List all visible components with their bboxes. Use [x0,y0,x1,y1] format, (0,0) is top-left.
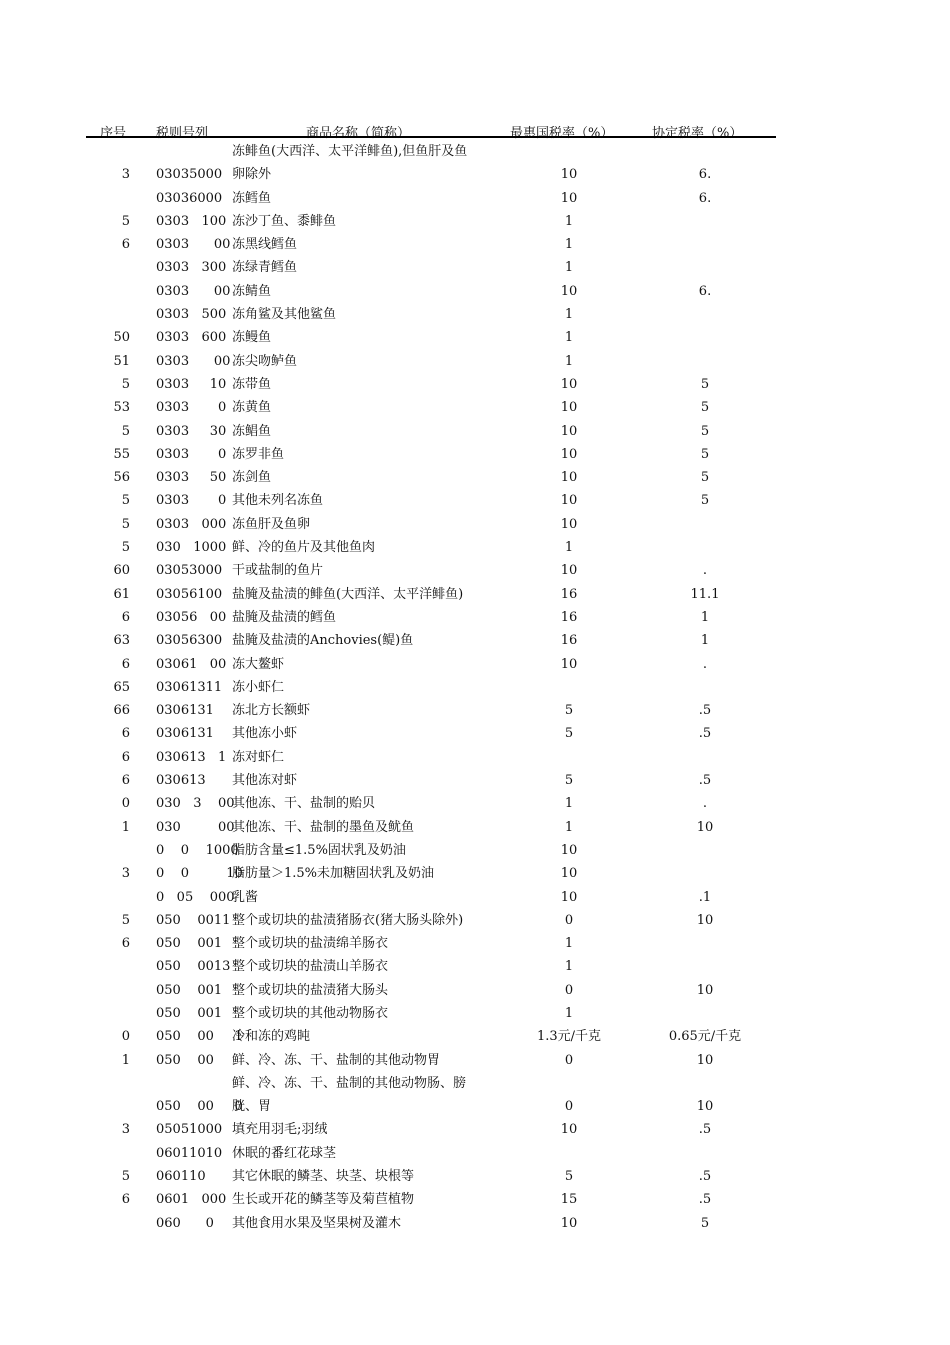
row-tariff-code: 06011010 [156,1145,223,1161]
row-mfn-rate: 10 [560,516,578,532]
row-product-name: 冻鱼肝及鱼卵 [232,516,311,532]
header-mfn-rate: 最惠国税率（%） [510,126,614,141]
row-agreed-rate: 5 [700,400,710,416]
row-mfn-rate: 10 [560,283,578,299]
row-mfn-rate: 1 [564,330,574,346]
row-agreed-rate: 5 [700,493,710,509]
row-agreed-rate: .5 [698,1192,712,1208]
row-mfn-rate: 1 [564,936,574,952]
row-seq: 6 [121,656,130,672]
row-agreed-rate: .5 [698,726,712,742]
row-mfn-rate: 1 [564,540,574,556]
row-mfn-rate: 10 [560,563,578,579]
table-row [0,1049,950,1072]
table-row [0,909,950,932]
row-mfn-rate: 10 [560,1215,578,1231]
row-agreed-rate: .5 [698,773,712,789]
row-product-name: 冻尖吻鲈鱼 [232,353,298,369]
table-row [0,466,950,489]
row-seq: 1 [121,819,130,835]
row-tariff-code: 0303 600 [156,330,227,346]
row-mfn-rate: 10 [560,400,578,416]
table-row [0,1025,950,1048]
row-mfn-rate: 1 [564,796,574,812]
row-agreed-rate: . [702,656,708,672]
table-row [0,1188,950,1211]
table-row [0,443,950,466]
table-row [0,955,950,978]
row-product-name: 乳酱 [232,889,259,905]
row-product-name: 盐腌及盐渍的Anchovies(鳀)鱼 [232,633,414,649]
row-seq: 5 [121,493,130,509]
row-product-name-line1: 冻鲱鱼(大西洋、太平洋鲱鱼),但鱼肝及鱼 [232,144,468,159]
row-agreed-rate: 6. [698,190,712,206]
row-mfn-rate: 16 [560,586,578,602]
row-tariff-code: 03061311 [156,679,223,695]
table-row [0,1072,950,1119]
table-row [0,396,950,419]
row-seq: 56 [113,470,130,486]
row-tariff-code: 03035000 [156,167,223,182]
row-tariff-code: 03053000 [156,563,223,579]
row-mfn-rate: 10 [560,190,578,206]
row-agreed-rate: 5 [700,423,710,439]
row-product-name: 冻剑鱼 [232,470,272,486]
table-row [0,676,950,699]
header-name: 商品名称（简称） [306,126,411,141]
row-agreed-rate: .1 [698,889,712,905]
row-tariff-code: 060 0 [156,1215,214,1231]
row-product-name: 其他冻、干、盐制的贻贝 [232,796,376,812]
table-row [0,1118,950,1141]
row-seq: 0 [121,796,130,812]
row-product-name: 整个或切块的盐渍猪肠衣(猪大肠头除外) [232,912,464,928]
table-row [0,932,950,955]
row-seq: 3 [121,167,130,182]
row-tariff-code: 0 0 10 [156,866,243,882]
row-agreed-rate: 6. [698,283,712,299]
row-tariff-code: 050 0013 [156,959,231,975]
row-agreed-rate: 11.1 [690,586,720,602]
row-tariff-code: 0303 100 [156,213,227,229]
row-agreed-rate: 10 [696,982,714,998]
header-seq: 序号 [100,126,127,141]
table-row [0,373,950,396]
row-product-name: 盐腌及盐渍的鳕鱼 [232,609,337,625]
row-tariff-code: 05051000 [156,1122,223,1138]
row-seq: 5 [121,1169,130,1185]
table-row [0,699,950,722]
row-mfn-rate: 0 [564,1052,574,1068]
row-product-name: 冻北方长额虾 [232,703,311,719]
row-product-name: 冻小虾仁 [232,679,285,695]
row-seq: 3 [121,866,130,882]
row-seq: 61 [113,586,130,602]
table-row [0,816,950,839]
row-tariff-code: 050 001 [156,982,223,998]
row-tariff-code: 0303 300 [156,260,227,276]
row-product-name: 冻鳗鱼 [232,330,272,346]
row-tariff-code: 030613 [156,773,206,789]
table-row [0,187,950,210]
row-agreed-rate: 6. [698,167,712,182]
row-mfn-rate: 10 [560,167,578,182]
row-tariff-code: 050 00 0 [156,1098,243,1114]
row-tariff-code: 0303 500 [156,307,227,323]
row-tariff-code: 0 0 1000 [156,842,239,858]
row-seq: 50 [113,330,130,346]
table-row [0,1212,950,1235]
row-product-name: 冻鲭鱼 [232,283,272,299]
row-seq: 6 [121,237,130,253]
table-row [0,256,950,279]
row-product-name: 休眠的番红花球茎 [232,1145,337,1161]
row-agreed-rate: .5 [698,1169,712,1185]
row-tariff-code: 050 00 1 [156,1029,243,1045]
row-tariff-code: 050 001 [156,1005,223,1021]
row-tariff-code: 0303 10 [156,376,227,392]
row-tariff-code: 050 0011 [156,912,231,928]
row-agreed-rate: 0.65元/千克 [668,1029,742,1045]
row-product-name: 整个或切块的盐渍猪大肠头 [232,982,389,998]
row-seq: 5 [121,540,130,556]
table-row [0,862,950,885]
header-code: 税则号列 [156,126,209,141]
table-row [0,513,950,536]
row-tariff-code: 03056 00 [156,609,227,625]
row-tariff-code: 03056300 [156,633,223,649]
row-mfn-rate: 1 [564,819,574,835]
row-mfn-rate: 5 [564,703,574,719]
table-row [0,536,950,559]
table-row [0,233,950,256]
row-mfn-rate: 1 [564,959,574,975]
row-seq: 5 [121,423,130,439]
row-mfn-rate: 10 [560,446,578,462]
table-row [0,420,950,443]
row-seq: 0 [121,1029,130,1045]
row-agreed-rate: 1 [700,633,710,649]
row-product-name: 其它休眠的鳞茎、块茎、块根等 [232,1169,415,1185]
row-agreed-rate: . [702,563,708,579]
table-row [0,210,950,233]
row-product-name: 整个或切块的盐渍山羊肠衣 [232,959,389,975]
row-agreed-rate: 5 [700,1215,710,1231]
row-tariff-code: 030613 1 [156,749,227,765]
row-tariff-code: 0303 50 [156,470,227,486]
row-product-name: 整个或切块的其他动物肠衣 [232,1005,389,1021]
row-tariff-code: 0306131 [156,703,214,719]
row-tariff-code: 050 001 [156,936,223,952]
row-tariff-code: 0303 0 [156,493,227,509]
row-mfn-rate: 1 [564,213,574,229]
row-mfn-rate: 1 [564,237,574,253]
table-row [0,839,950,862]
row-seq: 66 [113,703,130,719]
row-seq: 6 [121,609,130,625]
row-product-name: 冻对虾仁 [232,749,285,765]
row-product-name: 干或盐制的鱼片 [232,563,324,579]
table-row [0,653,950,676]
row-tariff-code: 030 00 [156,819,235,835]
row-agreed-rate: 5 [700,446,710,462]
row-tariff-code: 030 1000 [156,540,227,556]
table-row [0,303,950,326]
table-row [0,746,950,769]
row-agreed-rate: 10 [696,819,714,835]
row-product-name: 脂肪含量≤1.5%固状乳及奶油 [232,842,406,858]
table-row [0,979,950,1002]
row-agreed-rate: 10 [696,1098,714,1114]
row-product-name: 冻罗非鱼 [232,446,285,462]
row-seq: 1 [121,1052,130,1068]
row-product-name: 其他冻小虾 [232,726,298,742]
row-product-name: 其他冻对虾 [232,773,298,789]
row-product-name: 冻沙丁鱼、黍鲱鱼 [232,213,337,229]
row-mfn-rate: 0 [564,1098,574,1114]
row-tariff-code: 0303 30 [156,423,227,439]
row-product-name: 冻带鱼 [232,376,272,392]
header-rule [86,136,776,138]
row-product-name: 盐腌及盐渍的鲱鱼(大西洋、太平洋鲱鱼) [232,586,464,602]
table-row [0,722,950,745]
row-seq: 5 [121,912,130,928]
table-row [0,489,950,512]
row-seq: 55 [113,446,130,462]
row-tariff-code: 03056100 [156,586,223,602]
row-mfn-rate: 0 [564,912,574,928]
table-row [0,629,950,652]
row-product-name: 填充用羽毛;羽绒 [232,1122,328,1138]
row-seq: 5 [121,213,130,229]
row-agreed-rate: 10 [696,912,714,928]
table-row [0,559,950,582]
row-product-name-line2: 卵除外 [232,167,272,182]
row-product-name [232,1075,466,1116]
table-row [0,886,950,909]
row-mfn-rate: 10 [560,493,578,509]
row-product-name: 鲜、冷的鱼片及其他鱼肉 [232,540,376,556]
row-tariff-code: 03061 00 [156,656,227,672]
row-product-name: 生长或开花的鳞茎等及菊苣植物 [232,1192,415,1208]
row-product-name: 整个或切块的盐渍绵羊肠衣 [232,936,389,952]
row-mfn-rate: 16 [560,633,578,649]
row-tariff-code: 0303 000 [156,516,227,532]
row-tariff-code: 03036000 [156,190,223,206]
row-seq: 53 [113,400,130,416]
row-mfn-rate: 10 [560,423,578,439]
row-mfn-rate: 5 [564,726,574,742]
row-mfn-rate: 1 [564,353,574,369]
row-product-name: 冻鳕鱼 [232,190,272,206]
header-agreed-rate: 协定税率（%） [652,126,743,141]
row-tariff-code: 0306131 [156,726,214,742]
row-product-name: 其他食用水果及坚果树及灌木 [232,1215,402,1231]
table-row [0,326,950,349]
row-mfn-rate: 10 [560,656,578,672]
row-agreed-rate: .5 [698,703,712,719]
row-seq: 60 [113,563,130,579]
row-mfn-rate: 10 [560,376,578,392]
row-tariff-code: 030 3 00 [156,796,235,812]
tariff-rows [0,140,950,1235]
row-mfn-rate: 10 [560,842,578,858]
row-product-name-line2: 胱、胃 [232,1098,272,1114]
row-mfn-rate: 10 [560,470,578,486]
table-row [0,1142,950,1165]
row-tariff-code: 0 05 000 [156,889,235,905]
row-agreed-rate: 5 [700,470,710,486]
table-row [0,769,950,792]
row-agreed-rate: 1 [700,609,710,625]
row-mfn-rate: 0 [564,982,574,998]
table-row [0,583,950,606]
row-seq: 6 [121,726,130,742]
row-agreed-rate: 10 [696,1052,714,1068]
row-mfn-rate: 5 [564,1169,574,1185]
row-product-name: 冻黑线鳕鱼 [232,237,298,253]
row-seq: 51 [113,353,130,369]
row-tariff-code: 0303 0 [156,400,227,416]
row-tariff-code: 0303 00 [156,283,231,299]
row-seq: 5 [121,376,130,392]
table-row [0,1002,950,1025]
row-seq: 6 [121,1192,130,1208]
row-product-name: 冻黄鱼 [232,400,272,416]
table-row [0,792,950,815]
row-tariff-code: 060110 [156,1169,206,1185]
row-mfn-rate: 16 [560,609,578,625]
row-tariff-code: 050 00 [156,1052,214,1068]
row-seq: 6 [121,749,130,765]
row-product-name: 鲜、冷、冻、干、盐制的其他动物胃 [232,1052,441,1068]
row-mfn-rate: 10 [560,866,578,882]
row-mfn-rate: 10 [560,889,578,905]
row-product-name: 冻鲳鱼 [232,423,272,439]
row-product-name: 冻大鳌虾 [232,656,285,672]
row-agreed-rate: . [702,796,708,812]
row-tariff-code: 0601 000 [156,1192,227,1208]
row-mfn-rate: 1 [564,260,574,276]
row-seq: 6 [121,936,130,952]
row-agreed-rate: .5 [698,1122,712,1138]
row-product-name: 脂肪量＞1.5%未加糖固状乳及奶油 [232,866,435,882]
row-agreed-rate: 5 [700,376,710,392]
table-row [0,350,950,373]
row-tariff-code: 0303 00 [156,353,231,369]
row-mfn-rate: 5 [564,773,574,789]
row-tariff-code: 0303 0 [156,446,227,462]
row-seq: 5 [121,516,130,532]
row-seq: 6 [121,773,130,789]
row-mfn-rate: 1 [564,307,574,323]
row-product-name [232,143,467,184]
row-mfn-rate: 1 [564,1005,574,1021]
row-mfn-rate: 15 [560,1192,578,1208]
table-row [0,1165,950,1188]
row-mfn-rate: 10 [560,1122,578,1138]
row-seq: 3 [121,1122,130,1138]
row-mfn-rate: 1.3元/千克 [536,1029,602,1045]
table-row [0,606,950,629]
table-row [0,140,950,187]
row-product-name-line1: 鲜、冷、冻、干、盐制的其他动物肠、膀 [232,1075,467,1091]
table-row [0,280,950,303]
row-product-name: 其他冻、干、盐制的墨鱼及鱿鱼 [232,819,415,835]
row-product-name: 冷和冻的鸡盹 [232,1029,311,1045]
row-product-name: 冻角鲨及其他鲨鱼 [232,307,337,323]
row-seq: 63 [113,633,130,649]
row-product-name: 冻绿青鳕鱼 [232,260,298,276]
row-seq: 65 [113,679,130,695]
row-product-name: 其他未列名冻鱼 [232,493,324,509]
row-tariff-code: 0303 00 [156,237,231,253]
